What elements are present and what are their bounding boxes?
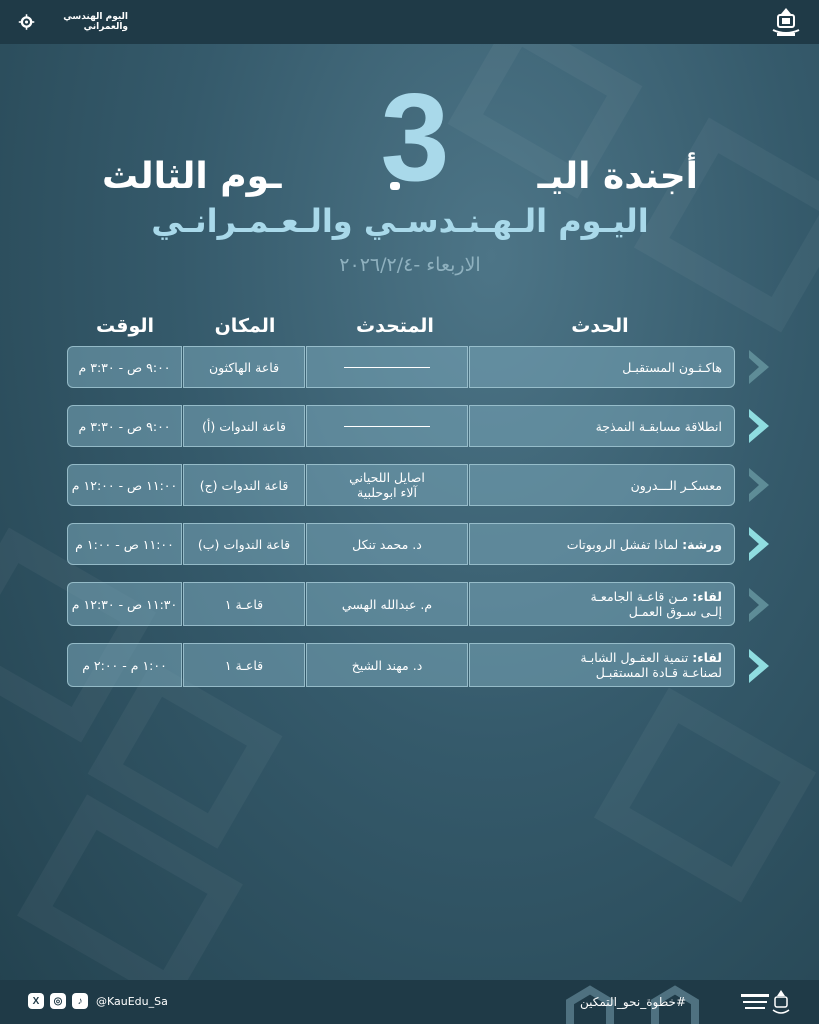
event-title-line2: لصناعـة قـادة المستقبـل [595, 665, 722, 680]
gear-icon [18, 11, 35, 33]
event-cell: هاكـثـون المستقبـل [469, 346, 735, 388]
event-type-label: ورشة: [682, 536, 722, 552]
day-number: 3 [380, 69, 450, 207]
event-cell [469, 582, 735, 626]
event-cell [469, 643, 735, 687]
time-cell: ١١:٠٠ ص - ١٢:٠٠ م [67, 464, 182, 506]
chevron-icon [745, 523, 775, 565]
time-cell: ١:٠٠ م - ٢:٠٠ م [67, 643, 182, 687]
speaker-cell: م. عبدالله الهسي [306, 582, 468, 626]
university-logo-icon [737, 984, 797, 1020]
agenda-row [67, 643, 735, 687]
bg-decoration [594, 688, 816, 903]
speaker-cell [306, 464, 468, 506]
top-bar [0, 0, 819, 44]
speaker-cell: د. مهند الشيخ [306, 643, 468, 687]
event-cell: انطلاقة مسابقـة النمذجة [469, 405, 735, 447]
time-cell: ١١:٠٠ ص - ١:٠٠ م [67, 523, 182, 565]
event-cell [469, 523, 735, 565]
empty-speaker-line [344, 367, 430, 368]
agenda-row [67, 523, 735, 565]
speaker-cell [306, 405, 468, 447]
instagram-icon[interactable]: ◎ [50, 993, 66, 1009]
agenda-row [67, 464, 735, 506]
social-handle[interactable]: @KauEdu_Sa [96, 994, 168, 1008]
chevron-icon [745, 645, 775, 687]
time-cell: ٩:٠٠ ص - ٣:٣٠ م [67, 346, 182, 388]
speaker-cell: د. محمد تنكل [306, 523, 468, 565]
place-cell: قاعة الندوات (ب) [183, 523, 305, 565]
event-title: تنمية العقـول الشابـة [580, 650, 689, 665]
event-date: الاربعاء -٢٠٢٦/٢/٤ [339, 254, 481, 276]
speaker-name-secondary: آلاء ابوحلبية [357, 485, 417, 500]
event-title: مـن قاعـة الجامعـة [590, 589, 689, 604]
agenda-row [67, 582, 735, 626]
title-right-text: أجندة اليـ [537, 156, 698, 197]
university-emblem-icon [767, 5, 805, 39]
event-brand-logo [18, 6, 128, 38]
event-type-label: لقاء: [692, 589, 722, 604]
brand-logo-text: اليوم الهندسي والعمراني [63, 12, 128, 32]
event-title-line2: إلـى سـوق العمـل [628, 604, 722, 619]
campaign-hashtag: #خطوة_نحو_التمكين [579, 995, 687, 1009]
time-cell: ١١:٣٠ ص - ١٢:٣٠ م [67, 582, 182, 626]
column-header-place: المكان [214, 315, 276, 337]
agenda-row [67, 405, 735, 447]
event-cell: معسكـر الـــدرون [469, 464, 735, 506]
place-cell: قاعة الندوات (أ) [183, 405, 305, 447]
column-header-time: الوقت [95, 315, 155, 337]
chevron-icon [745, 346, 775, 388]
chevron-icon [745, 584, 775, 626]
social-links [28, 990, 168, 1012]
speaker-cell [306, 346, 468, 388]
event-title: لماذا تفشل الروبوتات [566, 536, 679, 552]
time-cell: ٩:٠٠ ص - ٣:٣٠ م [67, 405, 182, 447]
tiktok-icon[interactable]: ♪ [72, 993, 88, 1009]
place-cell: قاعـة ١ [183, 582, 305, 626]
place-cell: قاعـة ١ [183, 643, 305, 687]
chevron-icon [745, 464, 775, 506]
chevron-icon [745, 405, 775, 447]
place-cell: قاعة الندوات (ج) [183, 464, 305, 506]
x-icon[interactable]: X [28, 993, 44, 1009]
title-left-text: ـوم الثالث [102, 156, 282, 197]
event-type-label: لقاء: [692, 650, 722, 665]
speaker-name: اصايل اللحياني [349, 470, 425, 485]
agenda-row [67, 346, 735, 388]
column-header-event: الحدث [571, 315, 629, 337]
empty-speaker-line [344, 426, 430, 427]
event-subtitle: اليـوم الـهـنـدسـي والـعـمـرانـي [151, 202, 649, 240]
place-cell: قاعة الهاكثون [183, 346, 305, 388]
column-header-speaker: المتحدث [356, 315, 434, 337]
